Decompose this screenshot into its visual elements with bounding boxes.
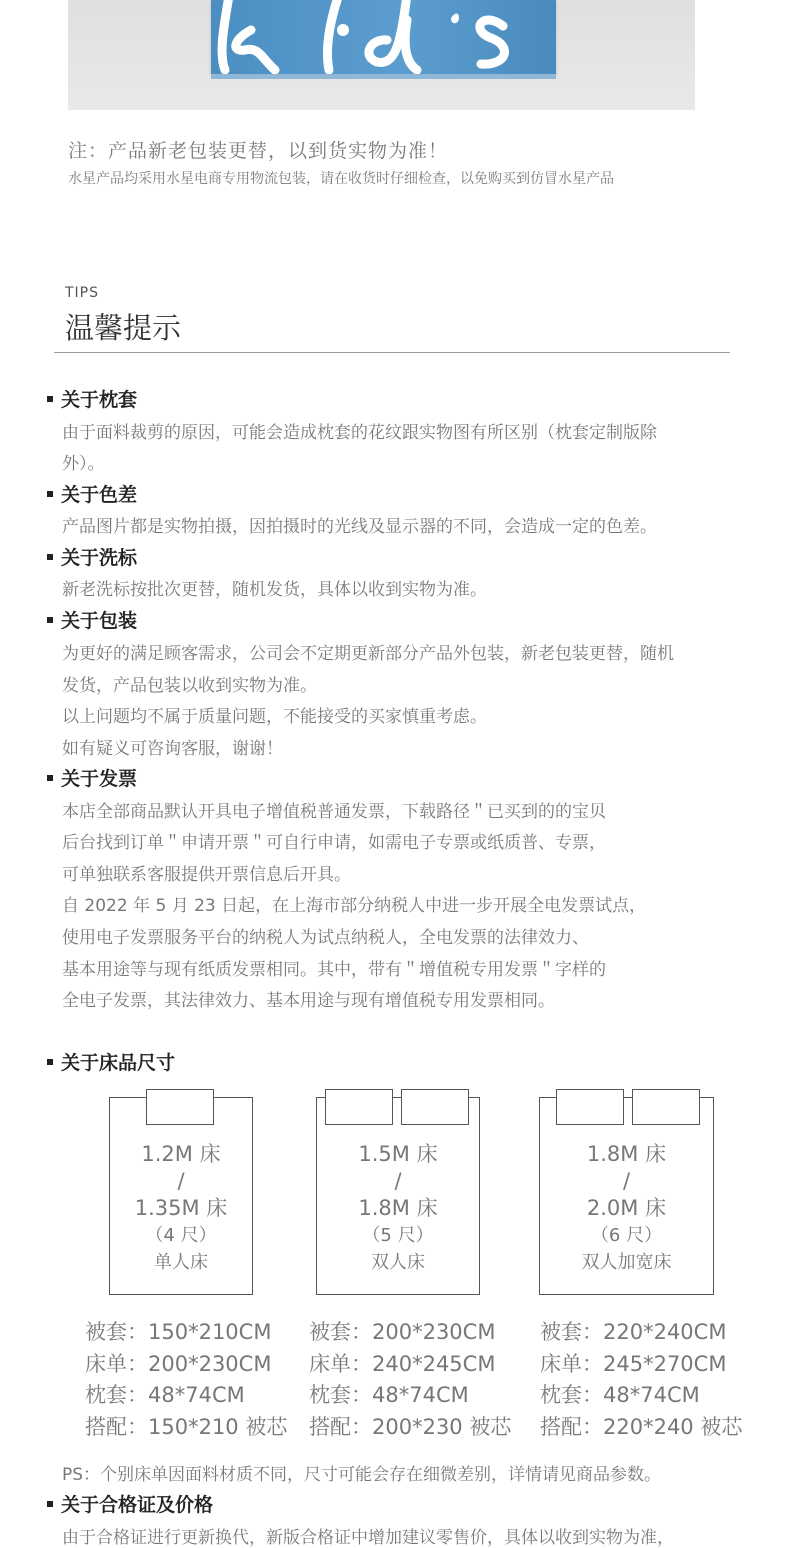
bullet-icon [47, 491, 53, 497]
section-line: 全电子发票，其法律效力、基本用途与现有增值税专用发票相同。 [62, 991, 555, 1011]
section-line: 以上问题均不属于质量问题，不能接受的买家慎重考虑。 [62, 707, 487, 727]
bullet-icon [47, 1501, 53, 1507]
ps-note: PS：个别床单因面料材质不同，尺寸可能会存在细微差别，详情请见商品参数。 [62, 1465, 662, 1485]
section-line: 产品图片都是实物拍摄，因拍摄时的光线及显示器的不同，会造成一定的色差。 [62, 517, 657, 537]
section-line: 如有疑义可咨询客服，谢谢！ [62, 739, 283, 759]
spec-duvet-double: 被套：200*230CM [309, 1320, 496, 1344]
bullet-icon [47, 1059, 53, 1065]
section-line: 基本用途等与现有纸质发票相同。其中，带有＂增值税专用发票＂字样的 [62, 960, 606, 980]
package-box [211, 0, 556, 74]
bullet-icon [47, 617, 53, 623]
spec-pillowcase-double: 枕套：48*74CM [309, 1383, 469, 1407]
package-box-edge [211, 74, 556, 79]
pillow-shape [401, 1089, 469, 1125]
spec-pillowcase-wide: 枕套：48*74CM [540, 1383, 700, 1407]
section-line: 由于面料裁剪的原因，可能会造成枕套的花纹跟实物图有所区别（枕套定制版除 [62, 423, 657, 443]
section-title-invoice: 关于发票 [47, 764, 137, 791]
kids-script-lettering [211, 0, 556, 74]
section-title-color: 关于色差 [47, 480, 137, 507]
section-title-label: 关于洗标 [47, 543, 137, 570]
section-title-pillowcase: 关于枕套 [47, 385, 137, 412]
section-line: 新老洗标按批次更替，随机发货，具体以收到实物为准。 [62, 580, 487, 600]
bullet-icon [47, 396, 53, 402]
spec-duvet-single: 被套：150*210CM [85, 1320, 272, 1344]
spec-sheet-double: 床单：240*245CM [309, 1352, 496, 1376]
section-line: 后台找到订单＂申请开票＂可自行申请，如需电子专票或纸质普、专票， [62, 833, 606, 853]
section-line: 本店全部商品默认开具电子增值税普通发票，下载路径＂已买到的的宝贝 [62, 802, 606, 822]
section-line: 可单独联系客服提供开票信息后开具。 [62, 865, 351, 885]
spec-duvet-wide: 被套：220*240CM [540, 1320, 727, 1344]
spec-sheet-single: 床单：200*230CM [85, 1352, 272, 1376]
bed-label-wide: 1.8M 床 / 2.0M 床 （6 尺） 双人加宽床 [581, 1142, 672, 1273]
pillow-shape [632, 1089, 700, 1125]
section-line: 自 2022 年 5 月 23 日起，在上海市部分纳税人中进一步开展全电发票试点， [62, 896, 647, 916]
bed-label-single: 1.2M 床 / 1.35M 床 （4 尺） 单人床 [134, 1142, 228, 1273]
pillow-shape [325, 1089, 393, 1125]
spec-sheet-wide: 床单：245*270CM [540, 1352, 727, 1376]
product-photo [68, 0, 695, 110]
section-line: 由于合格证进行更新换代，新版合格证中增加建议零售价，具体以收到实物为准， [62, 1528, 674, 1548]
pillow-shape [146, 1089, 214, 1125]
tips-label-en: TIPS [65, 285, 100, 301]
tips-divider [54, 352, 730, 353]
bullet-icon [47, 775, 53, 781]
package-note: 注：产品新老包装更替，以到货实物为准！ [68, 140, 449, 162]
bed-label-double: 1.5M 床 / 1.8M 床 （5 尺） 双人床 [358, 1142, 438, 1273]
pillow-shape [556, 1089, 624, 1125]
spec-match-single: 搭配：150*210 被芯 [85, 1415, 288, 1439]
section-title-package: 关于包装 [47, 606, 137, 633]
spec-pillowcase-single: 枕套：48*74CM [85, 1383, 245, 1407]
section-title-bedsize: 关于床品尺寸 [47, 1048, 175, 1075]
section-line: 使用电子发票服务平台的纳税人为试点纳税人，全电发票的法律效力、 [62, 928, 589, 948]
section-line: 外）。 [62, 454, 105, 474]
spec-match-wide: 搭配：220*240 被芯 [540, 1415, 743, 1439]
bullet-icon [47, 554, 53, 560]
section-line: 为更好的满足顾客需求，公司会不定期更新部分产品外包装，新老包装更替，随机 [62, 644, 674, 664]
section-title-certificate: 关于合格证及价格 [47, 1490, 213, 1517]
spec-match-double: 搭配：200*230 被芯 [309, 1415, 512, 1439]
tips-heading: 温馨提示 [65, 311, 182, 345]
section-line: 发货，产品包装以收到实物为准。 [62, 676, 317, 696]
logistics-note: 水星产品均采用水星电商专用物流包装，请在收货时仔细检查，以免购买到仿冒水星产品 [68, 171, 614, 187]
